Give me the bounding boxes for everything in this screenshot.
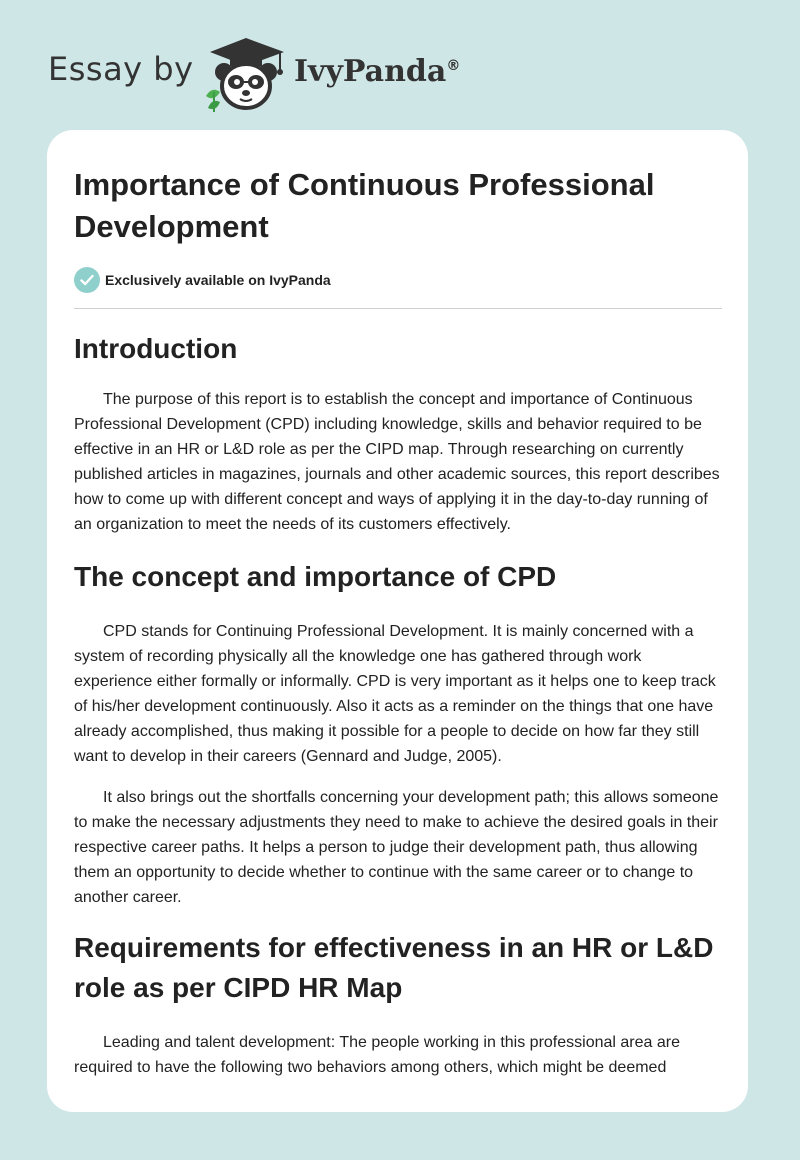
check-circle-icon	[74, 267, 100, 293]
paragraph: It also brings out the shortfalls concerning your development path; this allows someone to make the necessary adjustments they need to make to achieve the desired goals in their respective career paths. It helps a person to judge their development path, thus allowing them an opportunity to decide whether to continue with the same career or to change to another career.	[74, 789, 719, 906]
paragraph: Leading and talent development: The people working in this professional area are required to have the following two behaviors among others, which might be deemed	[74, 1034, 680, 1076]
badge-text: Exclusively available on IvyPanda	[105, 272, 331, 288]
section-heading-requirements: Requirements for effectiveness in an HR or L&D role as per CIPD HR Map	[74, 932, 714, 1003]
ivypanda-brand[interactable]: IvyPanda®	[294, 54, 461, 89]
page-title: Importance of Continuous Professional Development	[74, 167, 655, 244]
section-heading-concept: The concept and importance of CPD	[74, 561, 557, 592]
divider	[74, 308, 722, 309]
essay-card	[47, 130, 748, 1112]
section-heading-introduction: Introduction	[74, 333, 238, 364]
site-header	[0, 0, 800, 130]
essay-by-label: Essay by	[48, 50, 194, 88]
panda-graduate-logo-icon[interactable]	[200, 36, 292, 112]
paragraph: CPD stands for Continuing Professional Development. It is mainly concerned with a system of recording physically all the knowledge one has gathered through work experience either formally or informally. CPD is very important as it helps one to keep track of his/her development continuously. Also it acts as a reminder on the things that one have already accomplished, thus making it possible for a people to decide on how far they still want to develop in their careers (Gennard and Judge, 2005).	[74, 623, 716, 765]
paragraph: The purpose of this report is to establish the concept and importance of Continuous Professional Development (CPD) including knowledge, skills and behavior required to be effective in an HR or L&D role as per the CIPD map. Through researching on currently published articles in magazines, journals and other academic sources, this report describes how to come up with different concept and ways of applying it in the day-to-day running of an organization to meet the needs of its customers effectively.	[74, 391, 720, 533]
exclusive-badge	[74, 266, 722, 294]
